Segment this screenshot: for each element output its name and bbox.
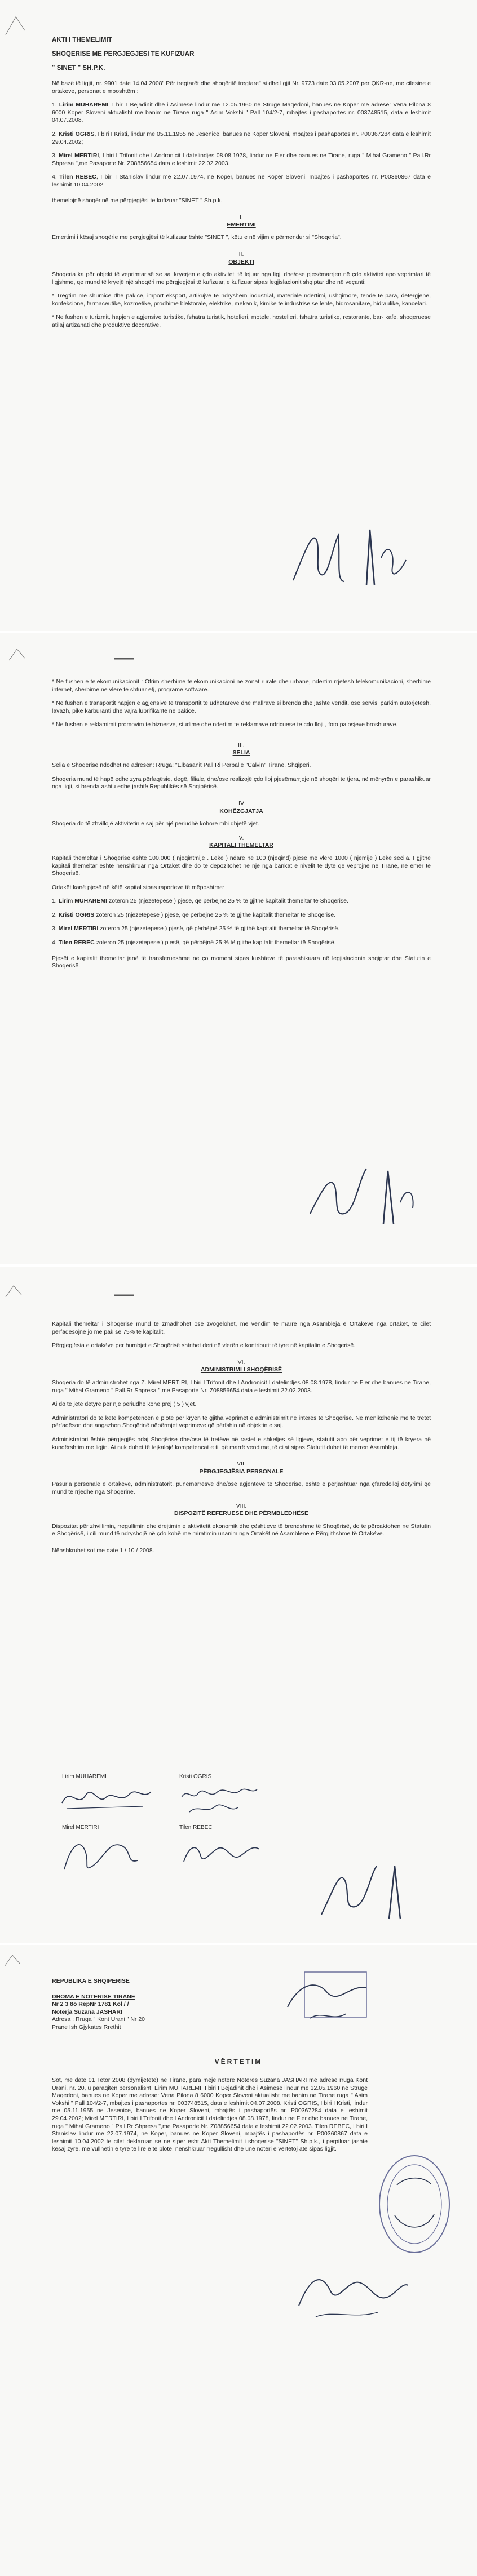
kapitali-paragraph: Përgjegjësia e ortakëve për humbjet e Shoqërisë shtrihet deri në vlerën e kontributit të tyre në kapitalin e Shoqërisë. [52,1342,356,1349]
signatory-name: Lirim MUHAREMI [62,1774,107,1780]
staple-mark [5,1282,27,1299]
objekti-item: * Ne fushen e turizmit, hapjen e agjensive turistike, fshatra turistik, hotelieri, motele, hostelieri, fshatra turistike, restorante, bar- kafe, shoqeruese atilaj artizanati dhe produktive decorative. [52,314,431,329]
selia-paragraph: Selia e Shoqërisë ndodhet në adresën: Rruga: "Elbasanit Pall Ri Perballe "Calvin" Tiranë. Shqipëri. [52,762,311,769]
administrimi-paragraph: Ai do të jetë detyre për një periudhë kohe prej ( 5 ) vjet. [52,1401,197,1408]
share-entry: 3. Mirel MERTIRI zoteron 25 (njezetepese ) pjesë, që përbëjnë 25 % të gjithë kapitalit themeltar të Shoqërisë. [52,925,340,932]
republic-label: REPUBLIKA E SHQIPERISE [52,1978,130,1984]
signature-muharemi-icon [59,1780,154,1814]
hole-punch-mark [113,652,135,665]
deed-title: AKTI I THEMELIMIT [52,37,112,43]
founder-entry: 1. Lirim MUHAREMI, I biri I Bejadinit dhe i Asimese lindur me 12.05.1960 ne Struge Maqedoni, banues ne Koper me adrese: Vena Pilona 8 6000 Koper Sloveni aktualisht me banim ne Tirane ruga " Asim Vokshi " Pall 104/2-7, mbajtes i pashaportes nr. 003748515, data e leshimit 04.07.2008. [52,101,431,124]
kapitali-paragraph: Kapitali themeltar i Shoqërisë mund të zmadhohet ose zvogëlohet, me vendim të marrë nga Asambleja e Ortakëve nga ortakët, të cilët përfaqësojnë jo më pak se 75% të kapitalit. [52,1321,431,1335]
founding-decision: themelojnë shoqërinë me përgjegjësi të kufizuar "SINET " Sh.p.k. [52,197,223,204]
notary-address-note: Prane Ish Gjykates Rrethit [52,2023,121,2031]
signature-mertiri-icon [59,1832,143,1877]
staple-mark [8,646,30,663]
notary-name: Noterja Suzana JASHARI [52,2008,122,2015]
founder-entry: 3. Mirel MERTIRI, I biri I Trifonit dhe I Andronicit I datelindjes 08.08.1978, lindur ne Fier dhe banues ne Tirane, ruga " Mihal Grameno " Pall.Rr Shpresa ",me Pasaporte Nr. Z08856654 data e leshimit 22.02.2003. [52,152,431,167]
objekti-item: * Tregtim me shumice dhe pakice, import eksport, artikujve te ndryshem industrial, materiale ndertimi, ushqimore, tende te para, detergjene, konfeksione, farmaceutike, kozmetike, prodhime blektorale, elektrike, mekanik, kimike te industrise se lehte, hidrosanitare, hidraulike, kancelari. [52,292,431,307]
document-page-3 [0,1267,477,1943]
registry-numbers: Nr 2 3 8o RepNr 1781 Kol / / [52,2001,129,2008]
intro-paragraph: Në bazë të ligjit, nr. 9901 date 14.04.2008" Për tregtarët dhe shoqëritë tregtare" si dhe ligjit Nr. 9723 date 03.05.2007 per QKR-ne, me cilesine e ortakeve, personat e mposhtëm : [52,80,431,95]
share-entry: 4. Tilen REBEC zoteron 25 (njezetepese ) pjesë, që përbëjnë 25 % të gjithë kapitalit themeltar të Shoqërisë. [52,939,336,947]
objekti-item: * Ne fushen e transportit hapjen e agjensive te transportit te udhetareve dhe mallrave si brenda dhe jashte vendit, ose servisi parkim autorjetesh, lavazh, pike karburanti dhe vajra lubrifikante ne pakice. [52,700,431,714]
objekti-item: * Ne fushen e telekomunikacionit : Ofrim sherbime telekomunikacioni ne zonat rurale dhe urbane, ndertim rrjetesh telekomunikacioni, sherbime internet, sherbime ne vlere te shtuar etj, programe software. [52,678,431,693]
administrimi-paragraph: Administratori është përgjegjës ndaj Shoqërise dhe/ose të tretëve në rastet e shkeljes së ligjeve, statutit apo për veprimet e tij të kryera në kundërshtim me ligjin. Ai nuk duhet të tejkalojë kompetencat e tij që marrë vendime, të cilat sipas Statutit duhet të merren Asambleja. [52,1436,431,1451]
notary-signature-icon [293,2260,412,2328]
section-heading: V. KAPITALI THEMELTAR [209,834,273,849]
section-heading: VIII. DISPOZITË REFERUESE DHE PËRMBLEDHËSE [174,1502,309,1517]
certification-title: VËRTETIM [214,2058,263,2066]
section-heading: VI. ADMINISTRIMI I SHOQËRISË [200,1358,282,1374]
signatory-name: Kristi OGRIS [179,1774,212,1780]
share-entry: 1. Lirim MUHAREMI zoteron 25 (njezetepese ) pjesë, që përbëjnë 25 % të gjithë kapitalit themeltar të Shoqërisë. [52,898,348,905]
section-heading: IV KOHËZGJATJA [219,800,263,815]
section-heading: VII. PËRGJEGJËSIA PERSONALE [199,1460,284,1475]
signature-ogris-icon [178,1780,263,1820]
administrimi-paragraph: Administratori do të ketë kompetencën e plotë për kryen të gjitha veprimet e administrimit ne interes të Shoqërisë. Ne menikdhënie me te tretët përfaqëson dhe angazhon Shoqërinë nëpërmjet veprimeve që përfshin në objektin e saj. [52,1414,431,1429]
staple-mark [3,1952,26,1969]
notary-address: Adresa : Rruga " Kont Urani " Nr 20 [52,2016,145,2023]
document-page-2 [0,633,477,1264]
deed-subtitle: SHOQERISE ME PERGJEGJESI TE KUFIZUAR [52,51,195,57]
kapitali-paragraph: Pjesët e kapitalit themeltar janë të transferueshme në ço moment sipas kushteve të parashikuara në legjislacionin shqiptar dhe Statutin e Shoqërisë. [52,954,431,970]
section-heading: III. SELIA [232,741,250,756]
dispozite-paragraph: Dispozitat për zhvillimin, rregullimin dhe drejtimin e aktivitetit ekonomik dhe çështjeve të brendshme të Shoqërisë, do të përcaktohen ne Statutin e Shoqërisë, i cili mund të ndryshojë në çdo kohë me miratimin unanim nga Ortakët në Asamblenë e Përgjithshme të Ortakëve. [52,1522,431,1538]
kapitali-paragraph: Kapitali themeltar i Shoqërisë është 100.000 ( njeqintmije . Lekë ) ndarë në 100 (njëqind) pjesë me vlerë 1000 ( njemije ) Lekë secila. I gjithë kapitali themeltar është nënshkruar nga Ortakët dhe do të depozitohet në një nga bankat e nivelit të dytë që veprojnë në Tiranë, në emër të Shoqërisë. [52,854,431,877]
pergjegjesia-paragraph: Pasuria personale e ortakëve, administratorit, punëmarrësve dhe/ose agjentëve të Shoqërisë, është e përjashtuar nga çfarëdolloj detyrimi që mund të rrjedhë nga Shoqërinë. [52,1481,431,1495]
emertimi-paragraph: Emertimi i kësaj shoqërie me përgjegjësi të kufizuar është "SINET ", këtu e në vijim e përmendur si "Shoqëria". [52,234,342,241]
selia-paragraph: Shoqëria mund të hapë edhe zyra përfaqësie, degë, filiale, dhe/ose realizojë çdo lloj pjesëmarrjeje në shoqëri të tjera, në mënyrën e parashikuar nga ligji, si brenda ashtu edhe jashtë Republikës së Shqipërisë. [52,775,431,790]
company-name-heading: " SINET " SH.P.K. [52,65,105,72]
page-corner-mark [5,14,27,36]
notary-header [52,1978,244,2032]
founder-entry: 2. Kristi OGRIS, I biri I Kristi, lindur me 05.11.1955 ne Jesenice, banues ne Koper Sloveni, mbajtës i pashaportës nr. P00367284 data e leshimit 29.04.2002; [52,130,431,145]
administrimi-paragraph: Shoqëria do të administrohet nga Z. Mirel MERTIRI, I biri I Trifonit dhe I Andronicit I datelindjes 08.08.1978, lindur ne Fier dhe banues ne Tirane, ruga " Mihal Grameno " Pall.Rr Shpresa ",me Pasaporte Nr. Z08856654 data e leshimit 22.02.2003. [52,1379,431,1394]
objekti-item: * Ne fushen e reklamimit promovim te biznesve, studime dhe ndertim te reklamave ndricuese te cdo lloji , foto palosjeve broshurave. [52,721,398,729]
kohezgjatja-paragraph: Shoqëria do të zhvillojë aktivitetin e saj për një periudhë kohore mbi dhjetë vjet. [52,820,259,828]
stamp-signature-icon [276,1967,378,2029]
founder-entry: 4. Tilen REBEC, I biri I Stanislav lindur me 22.07.1974, ne Koper, banues në Koper Sloveni, mbajtës i pashaportës nr. P00360867 data e leshimit 10.04.2002 [52,174,431,188]
objekti-intro: Shoqëria ka për objekt të veprimtarisë se saj kryerjen e çdo aktiviteti të lejuar nga ligji dhe/ose pjesëmarrjen në çdo aktivitet apo veprimtari të ligjshme, qe mund të kryejë një shoqëri me përgjegjësi të kufizuar, e kufizuar sipas legjislacionit shqiptar dhe në veçanti: [52,271,431,286]
initials-signature-icon [304,1157,429,1236]
kapitali-paragraph: Ortakët kanë pjesë në këtë kapital sipas raporteve të mëposhtme: [52,883,224,891]
certification-body: Sot, me date 01 Tetor 2008 (dymijetete) ne Tirane, para meje notere Noteres Suzana JASHARI me adrese rruga Kont Urani, nr. 20, u paraqiten personalisht: Lirim MUHAREMI, I biri I Bejadinit dhe i Asimese lindur me 12.05.1960 ne Struge Maqedoni, banues ne Koper me adrese: Vena Pilona 8 6000 Koper Sloveni aktualisht me banim ne Tirane ruga " Asim Vokshi " Pall 104/2-7, mbajtes i pashaportes nr. 003748515, data e leshimit 04.07.2008. Kristi OGRIS, I biri I Kristi, lindur me 05.11.1955 ne Jesenice, banues ne Koper Sloveni, mbajtës i pashaportës nr. P00367284 data e leshimit 29.04.2002; Mirel MERTIRI, I biri I Trifonit dhe I Andronicit I datelindjes 08.08.1978, lindur ne Fier dhe banues ne Tirane, ruga " Mihal Grameno " Pall.Rr Shpresa ",me Pasaporte Nr. Z08856654 data e leshimit 22.02.2003. Tilen REBEC, I biri I Stanislav lindur me 22.07.1974, ne Koper, banues në Koper Sloveni, mbajtës i pashaportës nr. P00360867 data e leshimit 10.04.2002 te cilet deklaruan se ne siper esht Akti Themelimit i shoqerise "SINET" Sh.p.k., i perpiluar jashte kesaj zyre, me vullnetin e tyre te lire e te plote, nenshkruar rregullisht dhe une noteri e vertetoj ate sipas ligjit. [52,2077,368,2153]
share-entry: 2. Kristi OGRIS zoteron 25 (njezetepese ) pjesë, që përbëjnë 25 % të gjithë kapitalit themeltar të Shoqërisë. [52,911,336,918]
section-heading: I. EMERTIMI [227,214,256,228]
section-heading: II. OBJEKTI [228,250,254,265]
signatory-name: Tilen REBEC [179,1824,213,1831]
signature-rebec-icon [179,1833,264,1873]
signatory-name: Mirel MERTIRI [62,1824,99,1831]
notary-chamber: DHOMA E NOTERISE TIRANE [52,1993,135,2000]
initials-signature-icon [282,518,417,597]
signing-date: Nënshkruhet sot me datë 1 / 10 / 2008. [52,1547,154,1554]
document-page-1 [0,0,477,631]
initials-signature-icon [316,1853,429,1926]
document-page-4 [0,1945,477,2576]
notary-round-seal-icon [372,2148,457,2260]
hole-punch-mark [113,1289,135,1302]
